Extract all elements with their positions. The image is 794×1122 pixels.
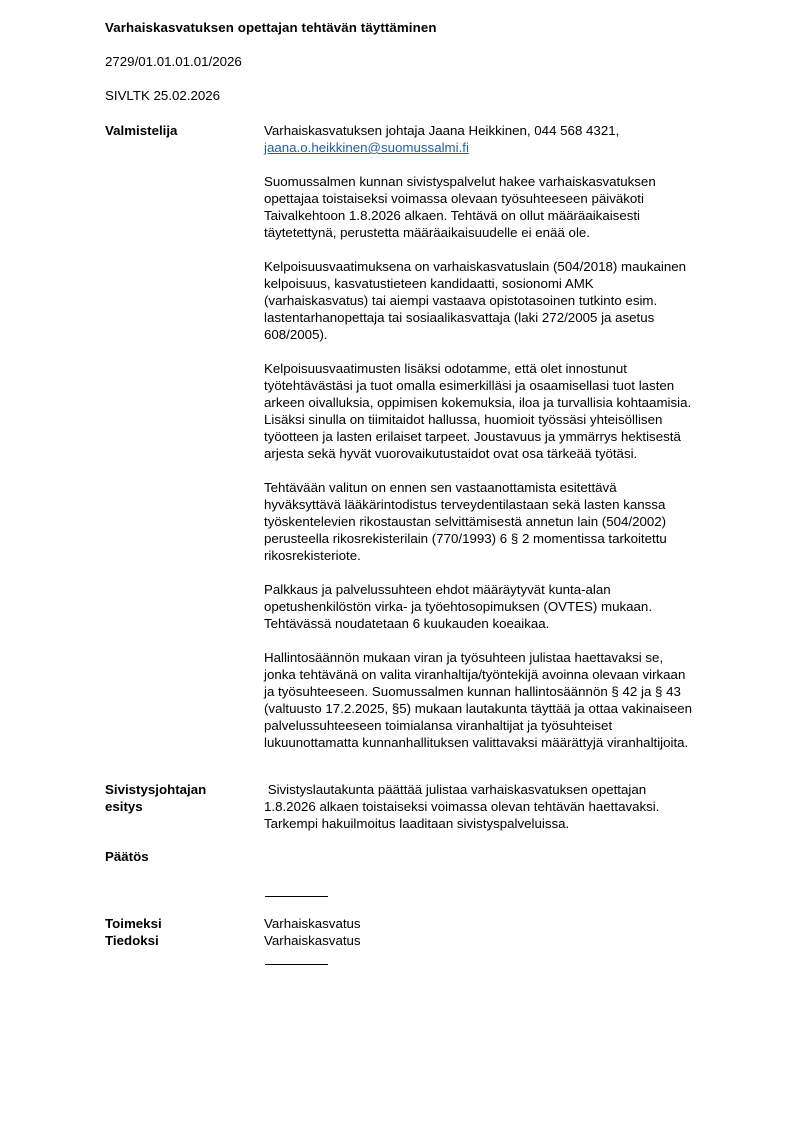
esitys-label-line: esitys xyxy=(105,799,143,814)
text-line: Palkkaus ja palvelussuhteen ehdot määräytyvät kunta-alan xyxy=(264,582,611,597)
text-line: kelpoisuus, kasvatustieteen kandidaatti, sosionomi AMK xyxy=(264,276,594,291)
text-line: jonka tehtävänä on valita viranhaltija/työntekijä avoinna olevaan virkaan xyxy=(264,667,686,682)
toimeksi-value: Varhaiskasvatus xyxy=(264,916,361,931)
separator-line xyxy=(265,896,328,897)
text-line: 1.8.2026 alkaen toistaiseksi voimassa olevan tehtävän haettavaksi. xyxy=(264,799,660,814)
paragraph-requirements xyxy=(264,479,754,564)
email-link[interactable]: jaana.o.heikkinen@suomussalmi.fi xyxy=(264,140,469,155)
text-line: arkeen oivalluksia, oppimisen kokemuksia, iloa ja turvallisia kohtaamisia. xyxy=(264,395,692,410)
document-title: Varhaiskasvatuksen opettajan tehtävän täyttäminen xyxy=(105,20,437,35)
text-line: lastentarhanopettaja tai sosiaalikasvattaja (laki 272/2005 ja asetus xyxy=(264,310,655,325)
paragraph-regulations xyxy=(264,649,754,751)
text-line: Sivistyslautakunta päättää julistaa varhaiskasvatuksen opettajan xyxy=(264,782,647,797)
valmistelija-label: Valmistelija xyxy=(105,123,178,138)
text-line: (valtuusto 17.2.2025, §5) mukaan lautakunta täyttää ja ottaa vakinaiseen xyxy=(264,701,693,716)
text-line: Kelpoisuusvaatimuksena on varhaiskasvatuslain (504/2018) maukainen xyxy=(264,259,687,274)
text-line: Taivalkehtoon 1.8.2026 alkaen. Tehtävä on ollut määräaikaisesti xyxy=(264,208,641,223)
text-line: (varhaiskasvatus) tai aiempi vastaava opistotasoinen tutkinto esim. xyxy=(264,293,658,308)
text-line: Hallintosäännön mukaan viran ja työsuhteen julistaa haettavaksi se, xyxy=(264,650,664,665)
reference-number: 2729/01.01.01.01/2026 xyxy=(105,54,242,69)
valmistelija-content xyxy=(264,122,754,751)
text-line: rikosrekisteriote. xyxy=(264,548,361,563)
text-line: Tarkempi hakuilmoitus laaditaan sivistyspalveluissa. xyxy=(264,816,570,831)
text-line: opettajaa toistaiseksi voimassa olevaan työsuhteeseen päiväkoti xyxy=(264,191,644,206)
paragraph-qualifications xyxy=(264,258,754,343)
text-line: työotteen ja lasten erilaiset tarpeet. Joustavuus ja ymmärrys hektisestä xyxy=(264,429,681,444)
text-line: täytetettynä, perustetta määräaikaisuudelle ei enää ole. xyxy=(264,225,590,240)
esitys-paragraph xyxy=(264,781,754,832)
text-line: perusteella rikosrekisterilain (770/1993) 6 § 2 momentissa tarkoitettu xyxy=(264,531,667,546)
paragraph-job-description xyxy=(264,173,754,241)
text-line: arjesta sekä hyvät vuorovaikutustaidot ovat osa tärkeää työtäsi. xyxy=(264,446,638,461)
text-line: hyväksyttävä lääkärintodistus terveydentilastaan sekä lasten kanssa xyxy=(264,497,666,512)
contact-line: Varhaiskasvatuksen johtaja Jaana Heikkinen, 044 568 4321, xyxy=(264,123,620,138)
tiedoksi-label: Tiedoksi xyxy=(105,933,159,948)
paragraph-salary xyxy=(264,581,754,632)
text-line: työtehtävästäsi ja tuot omalla esimerkilläsi ja osaamisellasi tuot lasten xyxy=(264,378,675,393)
esitys-label-line: Sivistysjohtajan xyxy=(105,782,207,797)
text-line: Suomussalmen kunnan sivistyspalvelut hakee varhaiskasvatuksen xyxy=(264,174,656,189)
text-line: työskentelevien rikostaustan selvittämisestä annetun lain (504/2002) xyxy=(264,514,667,529)
esitys-label xyxy=(105,781,206,815)
separator-line xyxy=(265,964,328,965)
text-line: 608/2005). xyxy=(264,327,328,342)
text-line: opetushenkilöstön virka- ja työehtosopimuksen (OVTES) mukaan. xyxy=(264,599,653,614)
text-line: Kelpoisuusvaatimusten lisäksi odotamme, että olet innostunut xyxy=(264,361,627,376)
toimeksi-label: Toimeksi xyxy=(105,916,162,931)
text-line: Lisäksi sinulla on tiimitaidot hallussa, huomioit työssäsi yhteisöllisen xyxy=(264,412,663,427)
meeting-info: SIVLTK 25.02.2026 xyxy=(105,88,221,103)
text-line: palvelussuhteeseen toimialansa viranhaltijat ja työsuhteiset xyxy=(264,718,613,733)
esitys-content xyxy=(264,781,754,832)
text-line: Tehtävässä noudatetaan 6 kuukauden koeaikaa. xyxy=(264,616,550,631)
text-line: ja työsuhteeseen. Suomussalmen kunnan hallintosäännön § 42 ja § 43 xyxy=(264,684,681,699)
contact-paragraph xyxy=(264,122,754,156)
paragraph-expectations xyxy=(264,360,754,462)
paatos-label: Päätös xyxy=(105,849,149,864)
text-line: Tehtävään valitun on ennen sen vastaanottamista esitettävä xyxy=(264,480,617,495)
tiedoksi-value: Varhaiskasvatus xyxy=(264,933,361,948)
text-line: lukuunottamatta kunnanhallituksen valittavaksi määrättyjä viranhaltijoita. xyxy=(264,735,689,750)
